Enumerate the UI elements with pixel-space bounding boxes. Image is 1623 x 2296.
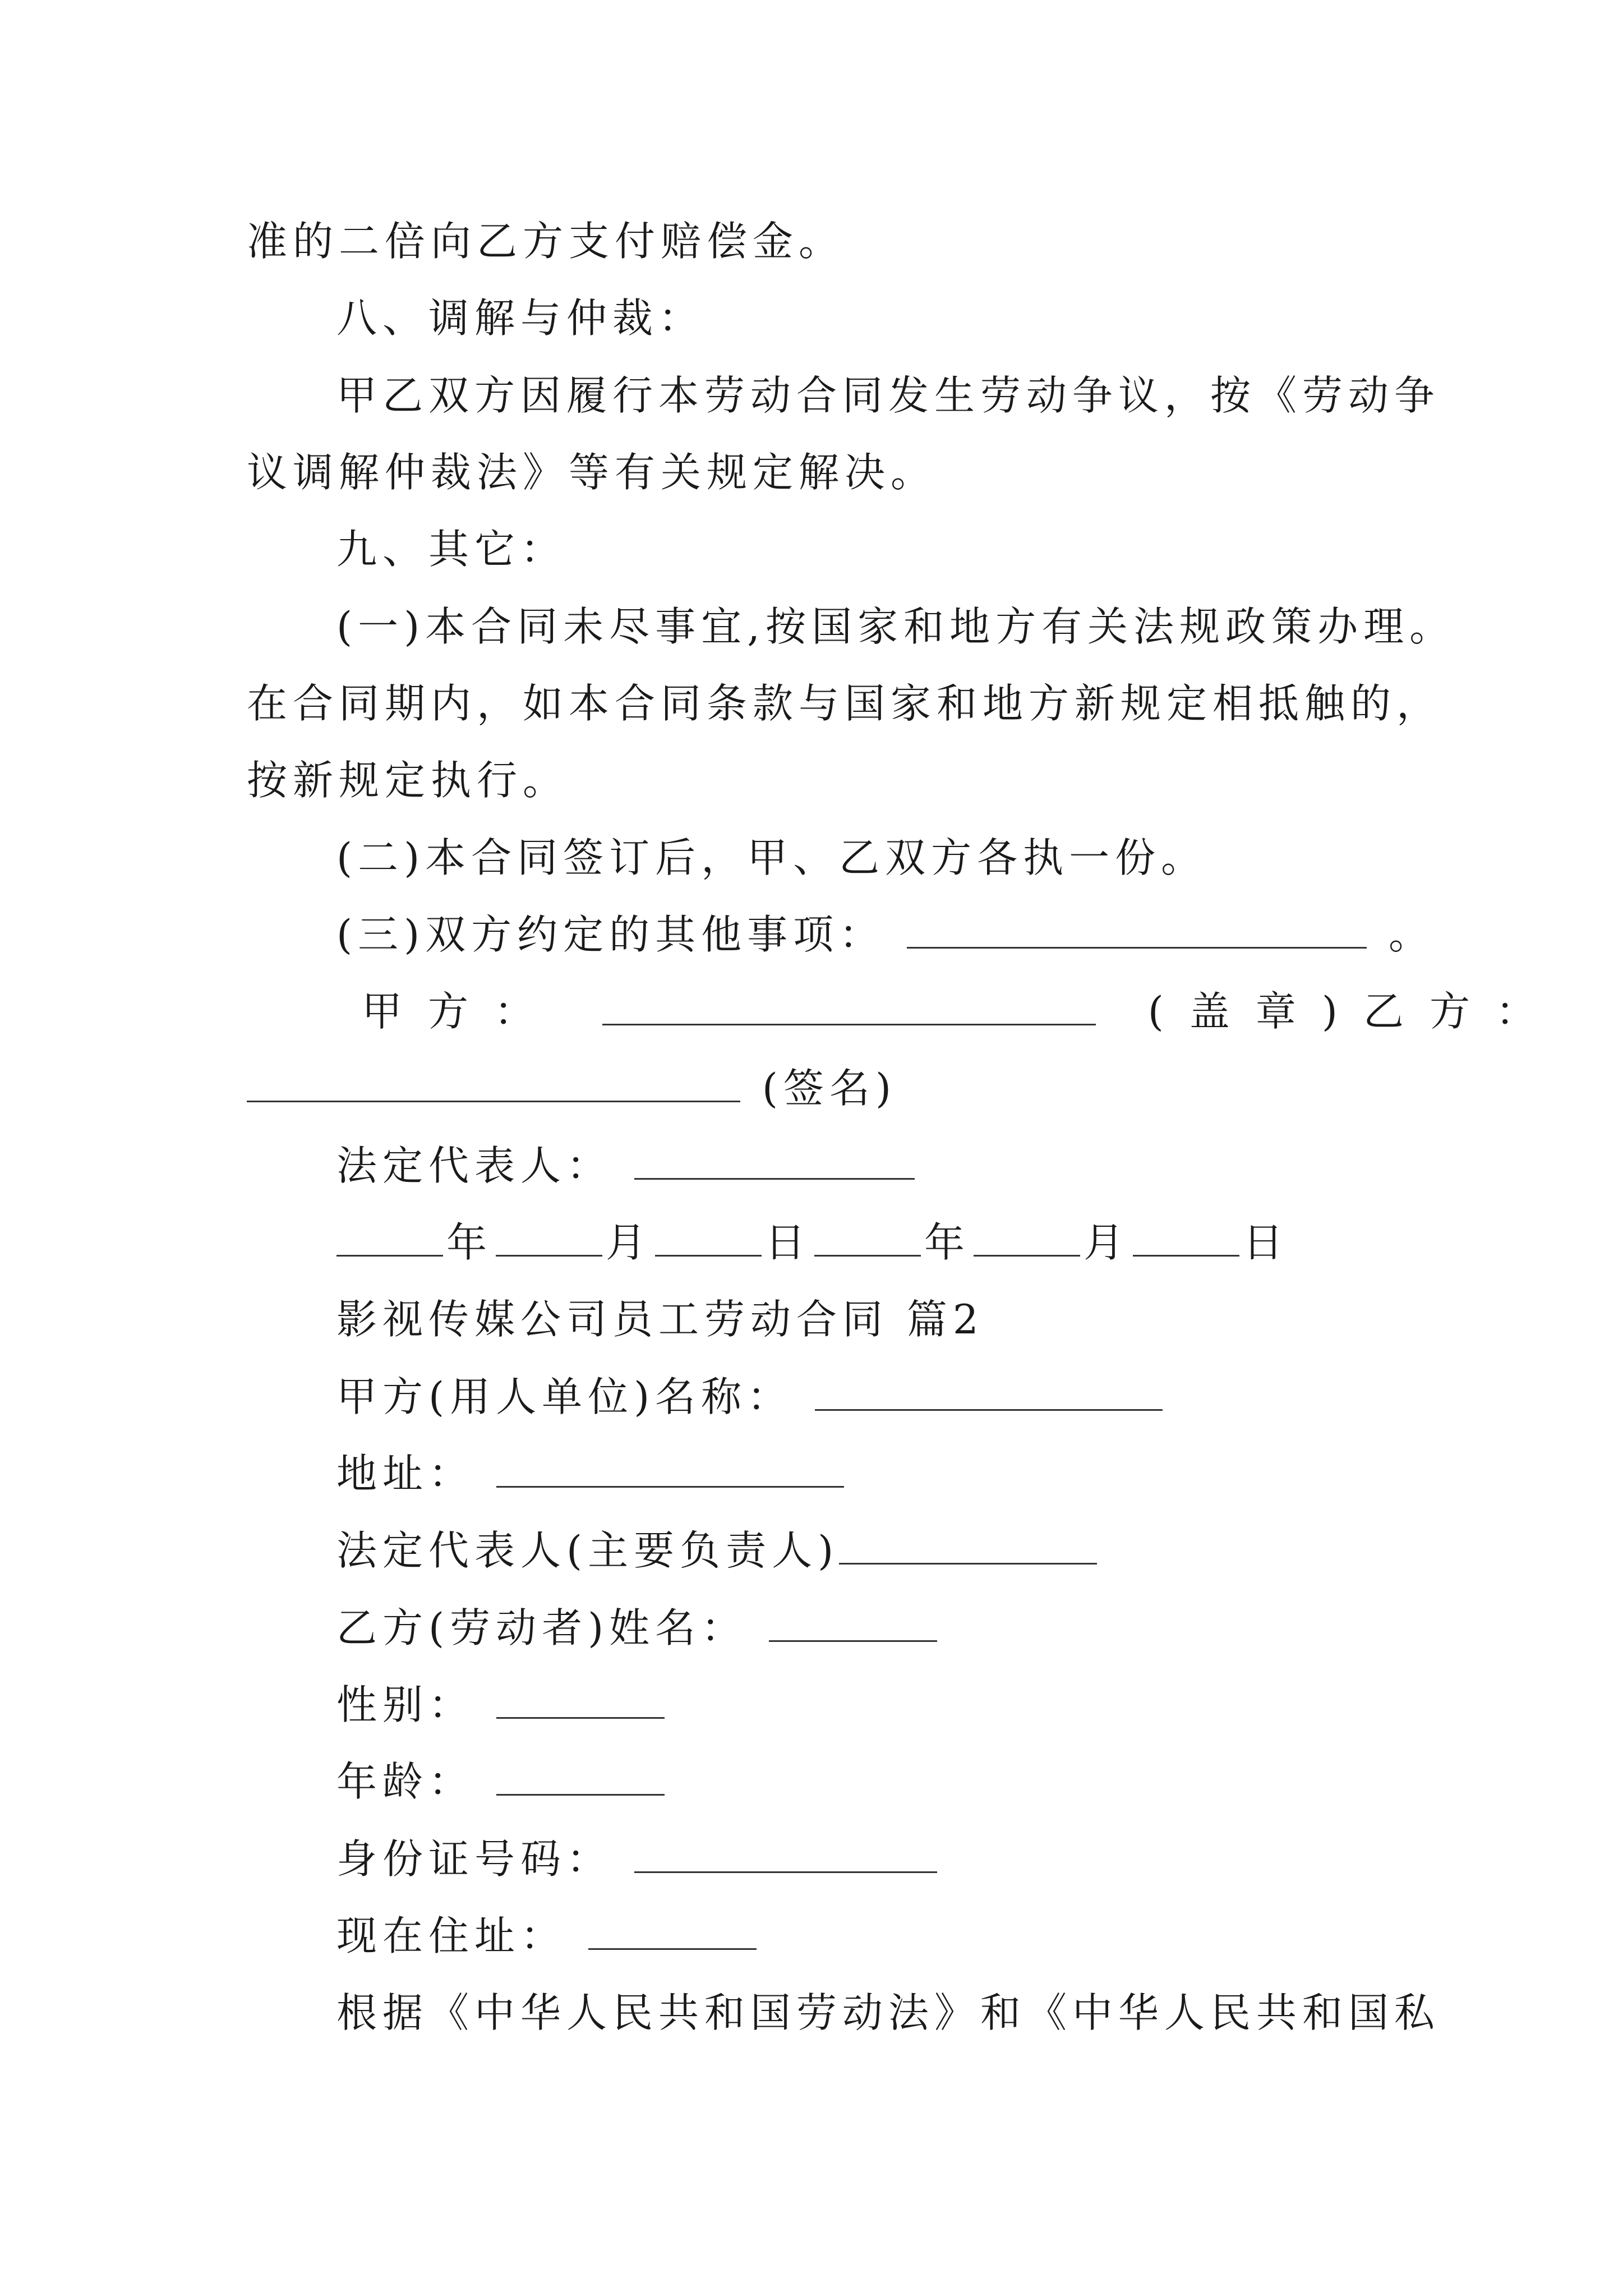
line-text: 法定代表人： — [336, 1142, 613, 1189]
blank-field[interactable] — [336, 1222, 443, 1257]
date-unit: 年 — [446, 1219, 493, 1266]
text-line — [336, 370, 1440, 421]
section-title — [336, 1294, 984, 1345]
text-line — [336, 1372, 1166, 1422]
date-unit: 日 — [1243, 1219, 1289, 1266]
line-text: 根据《中华人民共和国劳动法》和《中华人民共和国私 — [336, 1989, 1441, 2036]
line-text: 。 — [1388, 911, 1435, 958]
line-text: 九、其它： — [336, 526, 567, 573]
blank-field[interactable] — [814, 1222, 921, 1257]
blank-field[interactable] — [496, 1453, 844, 1488]
line-text: 八、调解与仲裁： — [336, 295, 705, 342]
line-text: 现在住址： — [336, 1912, 567, 1959]
date-unit: 日 — [765, 1219, 811, 1266]
blank-field[interactable] — [602, 991, 1096, 1025]
line-text: 影视传媒公司员工劳动合同 篇2 — [336, 1296, 984, 1343]
blank-field[interactable] — [655, 1222, 762, 1257]
line-text: 地址： — [336, 1450, 475, 1497]
text-line — [336, 1834, 940, 1884]
line-text: 乙方(劳动者)姓名： — [336, 1604, 748, 1651]
date-unit: 月 — [606, 1219, 652, 1266]
blank-field[interactable] — [247, 1068, 740, 1102]
blank-field[interactable] — [634, 1145, 915, 1180]
blank-field[interactable] — [839, 1530, 1097, 1565]
blank-field[interactable] — [815, 1377, 1163, 1411]
line-text: 身份证号码： — [336, 1835, 613, 1883]
line-text: (盖章)乙方： — [1147, 988, 1562, 1035]
blank-field[interactable] — [974, 1222, 1080, 1257]
text-line — [336, 832, 1207, 883]
text-line — [336, 909, 1435, 960]
line-text: 甲方： — [362, 988, 561, 1035]
text-line — [336, 1680, 668, 1730]
date-unit: 年 — [924, 1219, 971, 1266]
line-text: 在合同期内，如本合同条款与国家和地方新规定相抵触的， — [247, 680, 1443, 727]
section-heading — [336, 293, 704, 343]
text-line — [336, 1756, 668, 1807]
signature-line-party-b — [247, 1063, 897, 1114]
blank-field[interactable] — [588, 1916, 757, 1950]
line-text: 准的二倍向乙方支付赔偿金。 — [247, 218, 845, 265]
text-line — [247, 447, 937, 498]
line-text: (三)双方约定的其他事项： — [336, 911, 886, 958]
text-line — [336, 1140, 918, 1191]
line-text: 法定代表人(主要负责人) — [336, 1527, 840, 1574]
blank-field[interactable] — [496, 1685, 665, 1719]
text-line — [336, 1603, 940, 1653]
date-line — [336, 1217, 1289, 1268]
line-text: 甲乙双方因履行本劳动合同发生劳动争议，按《劳动争 — [336, 372, 1441, 419]
blank-field[interactable] — [496, 1761, 665, 1796]
text-line — [247, 216, 845, 266]
blank-field[interactable] — [496, 1222, 602, 1257]
text-line — [336, 1448, 847, 1499]
line-text: (二)本合同签订后，甲、乙双方各执一份。 — [336, 834, 1207, 881]
line-text: 按新规定执行。 — [247, 757, 569, 804]
blank-field[interactable] — [1133, 1222, 1239, 1257]
blank-field[interactable] — [634, 1839, 937, 1873]
signature-line-party-a — [362, 986, 1562, 1037]
line-text: (签名) — [762, 1065, 897, 1112]
line-text: 性别： — [336, 1681, 475, 1728]
line-text: 甲方(用人单位)名称： — [336, 1373, 794, 1420]
line-text: 年龄： — [336, 1758, 475, 1805]
text-line — [336, 1525, 1100, 1576]
text-line — [247, 678, 1442, 729]
text-line — [247, 755, 569, 806]
text-line — [336, 601, 1455, 652]
blank-field[interactable] — [769, 1608, 937, 1642]
text-line — [336, 1911, 760, 1961]
line-text: (一)本合同未尽事宜,按国家和地方有关法规政策办理。 — [336, 603, 1456, 650]
date-unit: 月 — [1083, 1219, 1130, 1266]
line-text: 议调解仲裁法》等有关规定解决。 — [247, 449, 937, 496]
text-line — [336, 1987, 1440, 2038]
blank-field[interactable] — [907, 914, 1367, 949]
section-heading — [336, 524, 566, 574]
